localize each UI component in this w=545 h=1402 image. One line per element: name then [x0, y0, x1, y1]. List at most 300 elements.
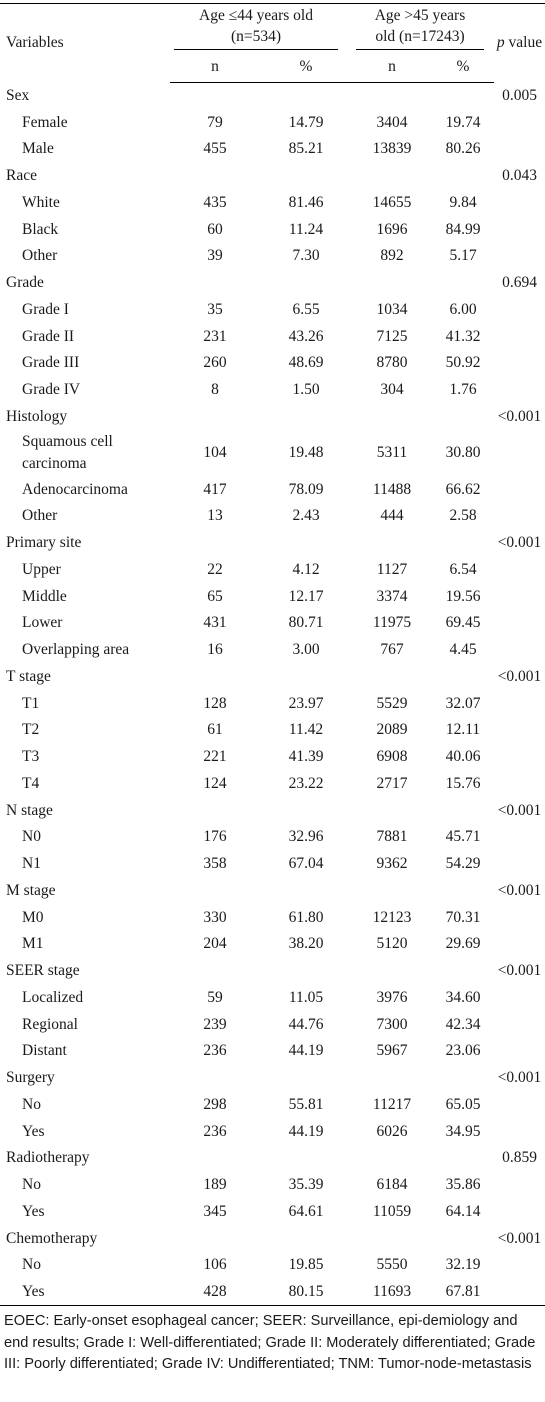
- table-group-row: [0, 530, 545, 557]
- empty-cell: [170, 1145, 260, 1172]
- percent-age-44: 19.85: [288, 1256, 324, 1274]
- count-age-44: 104: [203, 444, 227, 462]
- row-label: Adenocarcinoma: [22, 480, 128, 498]
- header-pvalue-rest: value: [504, 34, 543, 52]
- percent-age-44: 67.04: [288, 855, 324, 873]
- percent-age-45: 19.56: [445, 587, 481, 605]
- table-row: [0, 503, 545, 530]
- subheader-pct2: %: [432, 52, 494, 83]
- header-pvalue: [494, 4, 545, 83]
- percent-age-44: 35.39: [288, 1176, 324, 1194]
- group-label: Surgery: [6, 1069, 55, 1087]
- percent-age-45: 9.84: [449, 193, 477, 211]
- group-label: Sex: [6, 86, 30, 104]
- percent-age-45: 1.76: [449, 381, 477, 399]
- empty-cell: [260, 797, 352, 824]
- row-label: Yes: [22, 1202, 45, 1220]
- p-value: <0.001: [497, 667, 542, 685]
- count-age-44: 65: [207, 587, 223, 605]
- subheader-pct1: %: [260, 52, 352, 83]
- empty-cell: [352, 878, 432, 905]
- header-variables: Variables: [6, 34, 64, 52]
- empty-cell: [260, 958, 352, 985]
- count-age-44: 79: [207, 113, 223, 131]
- empty-cell: [494, 297, 545, 324]
- empty-cell: [494, 583, 545, 610]
- table-row: [0, 1118, 545, 1145]
- p-value: <0.001: [497, 1229, 542, 1247]
- row-label: Male: [22, 140, 54, 158]
- group-label: M stage: [6, 881, 56, 899]
- count-age-44: 128: [203, 694, 227, 712]
- count-age-44: 330: [203, 908, 227, 926]
- empty-cell: [352, 1225, 432, 1252]
- empty-cell: [170, 270, 260, 297]
- count-age-45: 7300: [376, 1015, 408, 1033]
- empty-cell: [494, 1092, 545, 1119]
- table-row: [0, 1279, 545, 1306]
- count-age-44: 60: [207, 220, 223, 238]
- percent-age-45: 69.45: [445, 614, 481, 632]
- table-body: [0, 83, 545, 1306]
- row-label: No: [22, 1256, 41, 1274]
- table-row: [0, 136, 545, 163]
- table-row: [0, 297, 545, 324]
- table-group-row: [0, 664, 545, 691]
- table-row: [0, 1252, 545, 1279]
- empty-cell: [170, 878, 260, 905]
- empty-cell: [494, 216, 545, 243]
- row-label: T3: [22, 748, 40, 766]
- empty-cell: [170, 1065, 260, 1092]
- empty-cell: [260, 1065, 352, 1092]
- empty-cell: [494, 931, 545, 958]
- row-label: Squamous cell carcinoma: [22, 433, 113, 473]
- table-group-row: [0, 270, 545, 297]
- count-age-44: 13: [207, 507, 223, 525]
- percent-age-44: 14.79: [288, 113, 324, 131]
- percent-age-45: 12.11: [445, 721, 481, 739]
- empty-cell: [170, 1225, 260, 1252]
- subheader-n2: n: [352, 52, 432, 83]
- count-age-44: 204: [203, 935, 227, 953]
- empty-cell: [432, 797, 494, 824]
- count-age-45: 11059: [372, 1202, 412, 1220]
- row-label: M1: [22, 935, 44, 953]
- empty-cell: [494, 1011, 545, 1038]
- count-age-45: 11488: [372, 480, 412, 498]
- table-row: [0, 610, 545, 637]
- percent-age-45: 19.74: [445, 113, 481, 131]
- count-age-44: 239: [203, 1015, 227, 1033]
- empty-cell: [494, 1172, 545, 1199]
- table-row: [0, 216, 545, 243]
- empty-cell: [494, 243, 545, 270]
- percent-age-45: 80.26: [445, 140, 481, 158]
- empty-cell: [494, 610, 545, 637]
- percent-age-45: 6.54: [449, 560, 477, 578]
- percent-age-44: 11.42: [288, 721, 324, 739]
- empty-cell: [170, 530, 260, 557]
- header-group1-line1: Age ≤44 years old: [199, 7, 313, 25]
- row-label: Female: [22, 113, 68, 131]
- empty-cell: [260, 83, 352, 110]
- group-label: SEER stage: [6, 962, 80, 980]
- empty-cell: [170, 83, 260, 110]
- percent-age-45: 54.29: [445, 855, 481, 873]
- table-row: [0, 109, 545, 136]
- empty-cell: [494, 503, 545, 530]
- row-label: Grade IV: [22, 381, 81, 399]
- table-row: [0, 771, 545, 798]
- header-group2-line2: old (n=17243): [375, 28, 465, 46]
- empty-cell: [352, 958, 432, 985]
- empty-cell: [352, 163, 432, 190]
- empty-cell: [494, 690, 545, 717]
- table-group-row: [0, 958, 545, 985]
- count-age-44: 221: [203, 748, 227, 766]
- empty-cell: [260, 664, 352, 691]
- percent-age-45: 42.34: [445, 1015, 481, 1033]
- percent-age-44: 3.00: [292, 641, 320, 659]
- row-label: Localized: [22, 988, 84, 1006]
- empty-cell: [352, 530, 432, 557]
- count-age-44: 22: [207, 560, 223, 578]
- count-age-44: 358: [203, 855, 227, 873]
- table-group-row: [0, 797, 545, 824]
- table-group-row: [0, 1065, 545, 1092]
- empty-cell: [352, 1145, 432, 1172]
- percent-age-44: 80.71: [288, 614, 324, 632]
- percent-age-44: 23.97: [288, 694, 324, 712]
- table-row: [0, 851, 545, 878]
- percent-age-45: 6.00: [449, 300, 477, 318]
- row-label: Grade I: [22, 300, 69, 318]
- empty-cell: [494, 136, 545, 163]
- row-label: T4: [22, 774, 40, 792]
- row-label: Upper: [22, 560, 61, 578]
- group-label: Grade: [6, 274, 44, 292]
- count-age-44: 39: [207, 247, 223, 265]
- table-row: [0, 931, 545, 958]
- percent-age-44: 12.17: [288, 587, 324, 605]
- subheader-n1: n: [170, 52, 260, 83]
- count-age-44: 236: [203, 1122, 227, 1140]
- row-label: Other: [22, 247, 58, 265]
- percent-age-44: 41.39: [288, 748, 324, 766]
- table-group-row: [0, 83, 545, 110]
- row-label: Regional: [22, 1015, 78, 1033]
- table-row: [0, 430, 545, 476]
- row-label: Lower: [22, 614, 63, 632]
- count-age-45: 3374: [376, 587, 408, 605]
- table-row: [0, 1092, 545, 1119]
- table-row: [0, 377, 545, 404]
- empty-cell: [494, 744, 545, 771]
- empty-cell: [494, 771, 545, 798]
- p-value: <0.001: [497, 407, 542, 425]
- empty-cell: [494, 985, 545, 1012]
- percent-age-45: 64.14: [445, 1202, 481, 1220]
- empty-cell: [260, 1145, 352, 1172]
- count-age-44: 260: [203, 354, 227, 372]
- empty-cell: [352, 1065, 432, 1092]
- count-age-45: 5120: [376, 935, 408, 953]
- count-age-45: 6908: [376, 748, 408, 766]
- count-age-44: 417: [203, 480, 227, 498]
- percent-age-45: 45.71: [445, 828, 481, 846]
- empty-cell: [494, 109, 545, 136]
- percent-age-44: 19.48: [288, 444, 324, 462]
- table-row: [0, 1011, 545, 1038]
- count-age-45: 12123: [372, 908, 412, 926]
- empty-cell: [260, 270, 352, 297]
- percent-age-44: 81.46: [288, 193, 324, 211]
- percent-age-45: 34.60: [445, 988, 481, 1006]
- p-value: <0.001: [497, 1069, 542, 1087]
- p-value: <0.001: [497, 801, 542, 819]
- row-label: N1: [22, 855, 41, 873]
- empty-cell: [494, 476, 545, 503]
- header-group-age-44: [170, 4, 352, 52]
- table-row: [0, 824, 545, 851]
- count-age-45: 5550: [376, 1256, 408, 1274]
- empty-cell: [494, 350, 545, 377]
- count-age-45: 2089: [376, 721, 408, 739]
- count-age-44: 8: [211, 381, 219, 399]
- count-age-45: 5967: [376, 1042, 408, 1060]
- percent-age-44: 44.76: [288, 1015, 324, 1033]
- row-label: Yes: [22, 1122, 45, 1140]
- percent-age-44: 1.50: [292, 381, 320, 399]
- count-age-44: 16: [207, 641, 223, 659]
- percent-age-45: 70.31: [445, 908, 481, 926]
- row-label: Yes: [22, 1282, 45, 1300]
- p-value: 0.694: [502, 274, 537, 292]
- table-row: [0, 350, 545, 377]
- count-age-45: 6184: [376, 1176, 408, 1194]
- count-age-45: 7881: [376, 828, 408, 846]
- empty-cell: [260, 530, 352, 557]
- group-label: T stage: [6, 667, 51, 685]
- percent-age-45: 65.05: [445, 1095, 481, 1113]
- count-age-45: 7125: [376, 327, 408, 345]
- percent-age-44: 11.24: [288, 220, 324, 238]
- empty-cell: [432, 1225, 494, 1252]
- table-row: [0, 1038, 545, 1065]
- row-label: Distant: [22, 1042, 67, 1060]
- empty-cell: [260, 878, 352, 905]
- percent-age-45: 32.19: [445, 1256, 481, 1274]
- empty-cell: [494, 1252, 545, 1279]
- table-row: [0, 717, 545, 744]
- row-label: No: [22, 1095, 41, 1113]
- percent-age-45: 66.62: [445, 480, 481, 498]
- percent-age-45: 5.17: [449, 247, 477, 265]
- count-age-45: 11217: [372, 1095, 412, 1113]
- baseline-characteristics-table: [0, 3, 545, 1306]
- table-row: [0, 985, 545, 1012]
- empty-cell: [352, 83, 432, 110]
- empty-cell: [432, 664, 494, 691]
- count-age-45: 767: [380, 641, 404, 659]
- empty-cell: [494, 851, 545, 878]
- count-age-44: 236: [203, 1042, 227, 1060]
- percent-age-45: 50.92: [445, 354, 481, 372]
- count-age-45: 6026: [376, 1122, 408, 1140]
- row-label: Grade II: [22, 327, 75, 345]
- count-age-45: 1127: [376, 560, 408, 578]
- empty-cell: [352, 404, 432, 431]
- empty-cell: [170, 404, 260, 431]
- count-age-44: 106: [203, 1256, 227, 1274]
- percent-age-44: 6.55: [292, 300, 320, 318]
- empty-cell: [432, 530, 494, 557]
- table-group-row: [0, 878, 545, 905]
- count-age-44: 345: [203, 1202, 227, 1220]
- empty-cell: [352, 797, 432, 824]
- count-age-45: 13839: [372, 140, 412, 158]
- row-label: Grade III: [22, 354, 80, 372]
- count-age-45: 8780: [376, 354, 408, 372]
- count-age-44: 189: [203, 1176, 227, 1194]
- empty-cell: [432, 404, 494, 431]
- empty-cell: [170, 797, 260, 824]
- empty-cell: [170, 958, 260, 985]
- empty-cell: [432, 1065, 494, 1092]
- group-label: Race: [6, 167, 37, 185]
- count-age-45: 3404: [376, 113, 408, 131]
- empty-cell: [494, 637, 545, 664]
- table-row: [0, 557, 545, 584]
- table-row: [0, 690, 545, 717]
- percent-age-44: 48.69: [288, 354, 324, 372]
- empty-cell: [494, 904, 545, 931]
- count-age-44: 428: [203, 1282, 227, 1300]
- percent-age-44: 44.19: [288, 1042, 324, 1060]
- percent-age-45: 15.76: [445, 774, 481, 792]
- empty-cell: [494, 824, 545, 851]
- percent-age-45: 32.07: [445, 694, 481, 712]
- percent-age-44: 11.05: [288, 988, 324, 1006]
- row-label: N0: [22, 828, 41, 846]
- percent-age-44: 4.12: [292, 560, 320, 578]
- table-footnote: EOEC: Early-onset esophageal cancer; SEER: Surveillance, epi-demiology and end results; Grade I: Well-differentiated; Grade II: Moderately differentiated; Grade III: Poorly differentiated; Grade IV: Undifferentiated; TNM: Tumor-node-metastasis: [4, 1313, 536, 1372]
- percent-age-44: 55.81: [288, 1095, 324, 1113]
- table-group-row: [0, 404, 545, 431]
- empty-cell: [494, 190, 545, 217]
- table-row: [0, 637, 545, 664]
- percent-age-44: 23.22: [288, 774, 324, 792]
- percent-age-44: 44.19: [288, 1122, 324, 1140]
- p-value: 0.859: [502, 1149, 537, 1167]
- count-age-45: 11693: [372, 1282, 412, 1300]
- empty-cell: [432, 878, 494, 905]
- percent-age-45: 41.32: [445, 327, 481, 345]
- percent-age-44: 64.61: [288, 1202, 324, 1220]
- empty-cell: [494, 323, 545, 350]
- table-row: [0, 1172, 545, 1199]
- count-age-45: 9362: [376, 855, 408, 873]
- empty-cell: [432, 83, 494, 110]
- count-age-45: 5311: [376, 444, 408, 462]
- empty-cell: [432, 1145, 494, 1172]
- empty-cell: [494, 1199, 545, 1226]
- empty-cell: [352, 664, 432, 691]
- empty-cell: [352, 270, 432, 297]
- percent-age-44: 78.09: [288, 480, 324, 498]
- table-row: [0, 583, 545, 610]
- table-row: [0, 904, 545, 931]
- row-label: Other: [22, 507, 58, 525]
- percent-age-44: 2.43: [292, 507, 320, 525]
- table-row: [0, 190, 545, 217]
- count-age-45: 444: [380, 507, 404, 525]
- percent-age-45: 23.06: [445, 1042, 481, 1060]
- empty-cell: [494, 430, 545, 476]
- header-group-age-45: [352, 4, 494, 52]
- empty-cell: [432, 958, 494, 985]
- count-age-44: 176: [203, 828, 227, 846]
- header-group2-line1: Age >45 years: [374, 7, 466, 25]
- row-label: T1: [22, 694, 40, 712]
- empty-cell: [494, 717, 545, 744]
- percent-age-45: 84.99: [445, 220, 481, 238]
- count-age-44: 61: [207, 721, 223, 739]
- empty-cell: [432, 163, 494, 190]
- table-header-row: [0, 4, 545, 52]
- percent-age-44: 32.96: [288, 828, 324, 846]
- table-group-row: [0, 163, 545, 190]
- count-age-44: 455: [203, 140, 227, 158]
- count-age-44: 431: [203, 614, 227, 632]
- empty-cell: [260, 404, 352, 431]
- empty-cell: [494, 377, 545, 404]
- group-label: N stage: [6, 801, 53, 819]
- empty-cell: [170, 664, 260, 691]
- count-age-45: 1696: [376, 220, 408, 238]
- empty-cell: [170, 163, 260, 190]
- table-row: [0, 1199, 545, 1226]
- group-label: Histology: [6, 407, 68, 425]
- row-label: White: [22, 193, 60, 211]
- percent-age-44: 43.26: [288, 327, 324, 345]
- percent-age-45: 30.80: [445, 444, 481, 462]
- count-age-45: 5529: [376, 694, 408, 712]
- percent-age-44: 7.30: [292, 247, 320, 265]
- count-age-44: 435: [203, 193, 227, 211]
- percent-age-44: 61.80: [288, 908, 324, 926]
- count-age-45: 11975: [372, 614, 412, 632]
- count-age-45: 1034: [376, 300, 408, 318]
- empty-cell: [494, 1038, 545, 1065]
- percent-age-45: 40.06: [445, 748, 481, 766]
- count-age-44: 298: [203, 1095, 227, 1113]
- group-label: Radiotherapy: [6, 1149, 90, 1167]
- percent-age-45: 34.95: [445, 1122, 481, 1140]
- count-age-44: 59: [207, 988, 223, 1006]
- row-label: M0: [22, 908, 44, 926]
- empty-cell: [494, 557, 545, 584]
- empty-cell: [260, 163, 352, 190]
- count-age-45: 304: [380, 381, 404, 399]
- percent-age-45: 67.81: [445, 1282, 481, 1300]
- row-label: Overlapping area: [22, 641, 130, 659]
- percent-age-45: 2.58: [449, 507, 477, 525]
- row-label: Middle: [22, 587, 67, 605]
- row-label: No: [22, 1176, 41, 1194]
- count-age-45: 3976: [376, 988, 408, 1006]
